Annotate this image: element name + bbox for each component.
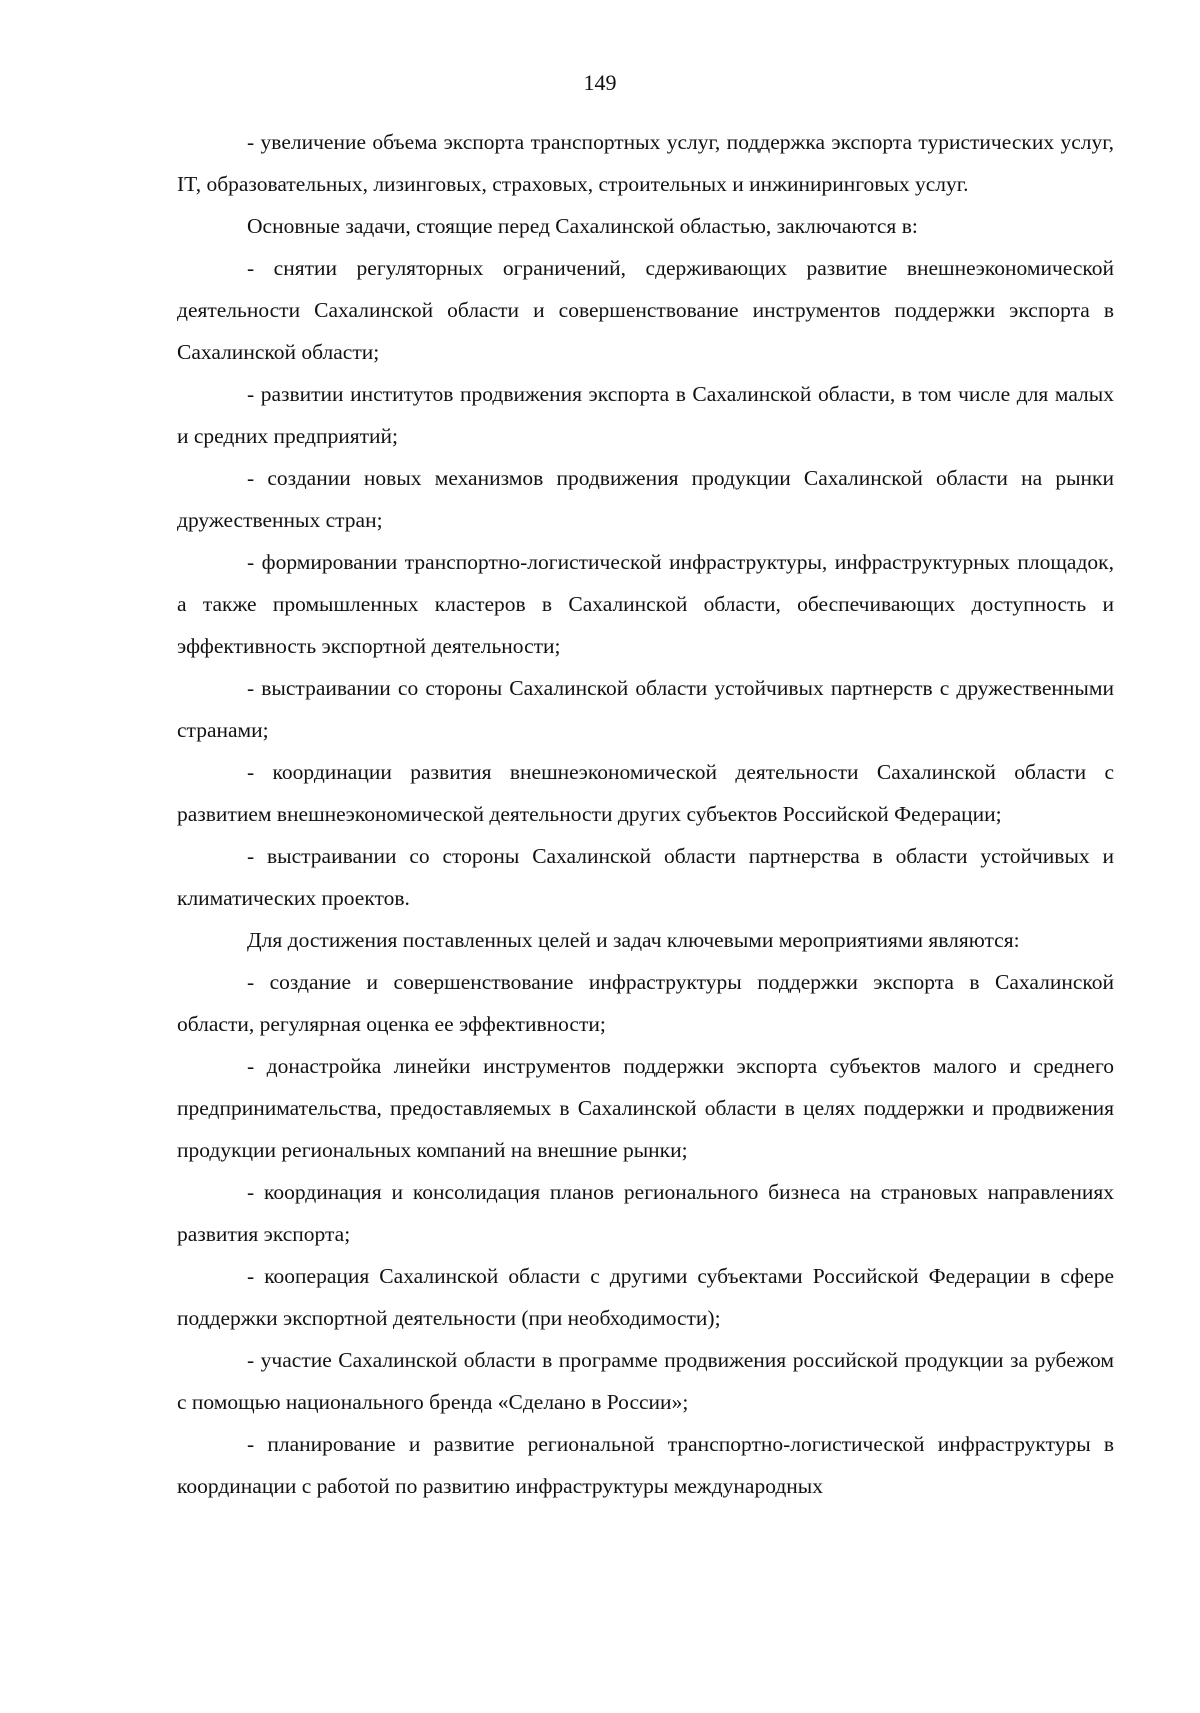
paragraph-infrastructure-creation: - создание и совершенствование инфраструктуры поддержки экспорта в Сахалинской области, регулярная оценка ее эффективности; — [177, 970, 1114, 1036]
paragraph-coordination: - координации развития внешнеэкономической деятельности Сахалинской области с развитием внешнеэкономической деятельности других субъектов Российской Федерации; — [177, 760, 1114, 826]
paragraph-climate-projects: - выстраивании со стороны Сахалинской области партнерства в области устойчивых и климатических проектов. — [177, 844, 1114, 910]
paragraph-cooperation: - кооперация Сахалинской области с другими субъектами Российской Федерации в сфере поддержки экспортной деятельности (при необходимости); — [177, 1264, 1114, 1330]
paragraph-export-services: - увеличение объема экспорта транспортных услуг, поддержка экспорта туристических услуг, IT, образовательных, лизинговых, страховых, строительных и инжиниринговых услуг. — [177, 130, 1114, 196]
paragraph-new-mechanisms: - создании новых механизмов продвижения продукции Сахалинской области на рынки дружественных стран; — [177, 466, 1114, 532]
paragraph-business-plans: - координация и консолидация планов регионального бизнеса на страновых направлениях развития экспорта; — [177, 1180, 1114, 1246]
paragraph-logistics-infrastructure: - формировании транспортно-логистической инфраструктуры, инфраструктурных площадок, а также промышленных кластеров в Сахалинской области, обеспечивающих доступность и эффективность экспортной деятельности; — [177, 550, 1114, 658]
page-body — [177, 121, 1114, 1507]
paragraph-key-measures-intro: Для достижения поставленных целей и задач ключевыми мероприятиями являются: — [247, 928, 1020, 952]
paragraph-regulatory-restrictions: - снятии регуляторных ограничений, сдерживающих развитие внешнеэкономической деятельности Сахалинской области и совершенствование инструментов поддержки экспорта в Сахалинской области; — [177, 256, 1114, 364]
paragraph-transport-planning: - планирование и развитие региональной транспортно-логистической инфраструктуры в координации с работой по развитию инфраструктуры международных — [177, 1432, 1114, 1498]
paragraph-national-brand: - участие Сахалинской области в программе продвижения российской продукции за рубежом с помощью национального бренда «Сделано в России»; — [177, 1348, 1114, 1414]
paragraph-main-tasks-intro: Основные задачи, стоящие перед Сахалинской областью, заключаются в: — [247, 214, 918, 238]
paragraph-partnerships: - выстраивании со стороны Сахалинской области устойчивых партнерств с дружественными странами; — [177, 676, 1114, 742]
paragraph-tools-adjustment: - донастройка линейки инструментов поддержки экспорта субъектов малого и среднего предпринимательства, предоставляемых в Сахалинской области в целях поддержки и продвижения продукции региональных компаний на внешние рынки; — [177, 1054, 1114, 1162]
paragraph-export-institutions: - развитии институтов продвижения экспорта в Сахалинской области, в том числе для малых и средних предприятий; — [177, 382, 1114, 448]
page-number: 149 — [583, 70, 617, 95]
